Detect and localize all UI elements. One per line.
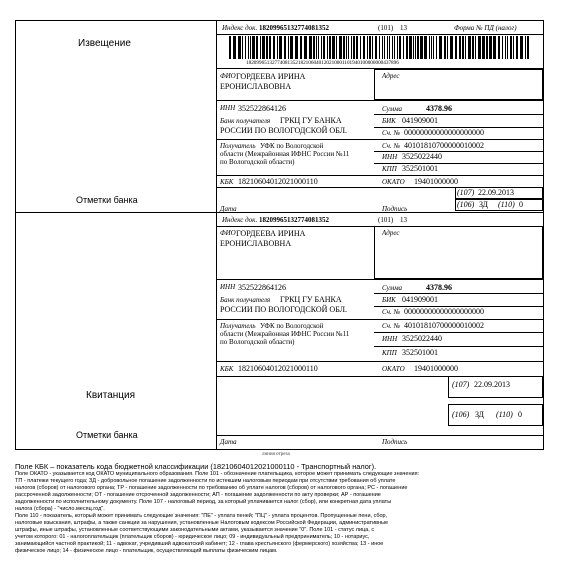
bik-label: БИК <box>382 117 396 125</box>
note-line: учетом которого: 01 - налогоплательщик (плательщик сборов) - юридическое лицо; 09 - индивидуальный предприниматель; 10 - нотариус, <box>15 534 370 540</box>
inn2-value: 3525022440 <box>402 152 442 161</box>
recipient-line2: области (Межрайонная ИФНС России №11 <box>220 150 350 158</box>
code-106-value: ЗД <box>479 200 488 209</box>
inn-value: 352522864126 <box>238 104 286 113</box>
receipt-inn2-label: ИНН <box>382 335 398 343</box>
note-line: налоговые взыскания, штрафы, а также санкции за нарушения, установленные Налоговым кодексом Российской Федерации, административные <box>15 520 389 526</box>
recipient-bank-line1: ГРКЦ ГУ БАНКА <box>280 116 342 125</box>
note-line: Поле ОКАТО - указывается код ОКАТО муниципального образования. Поле 101 - обозначение плательщика, которое может принимать следующие значения: <box>15 471 420 477</box>
kbk-value: 18210604012021000110 <box>238 177 318 186</box>
receipt-fio-line2: ЕРОНИСЛАВОВНА <box>220 239 292 248</box>
receipt-bik-label: БИК <box>382 296 396 304</box>
okato-label: ОКАТО <box>382 178 405 186</box>
kbk-label: КБК <box>220 178 234 186</box>
receipt-bank-marks: Отметки банка <box>76 430 138 440</box>
fio-line1: ГОРДЕЕВА ИРИНА <box>236 72 306 81</box>
sum-label: Сумма <box>382 105 403 113</box>
note-line: Поле 110 - показатель, который может принимать следующие значения: "ПЕ" - уплата пеней; "ПЦ" - уплата процентов. Пропущенные пени, сбор, <box>15 513 388 519</box>
receipt-inn-label: ИНН <box>220 283 236 291</box>
receipt-code-107-value: 22.09.2013 <box>474 380 510 389</box>
note-line: занимающийся частной практикой; 11 - адвокат, учредивший адвокатский кабинет; 12 - глава крестьянского (фермерского) хозяйства; 13 - иное <box>15 541 384 547</box>
barcode <box>229 36 529 59</box>
receipt-sign-label: Подпись <box>382 438 408 446</box>
receipt-inn2-value: 3525022440 <box>402 334 442 343</box>
receipt-fio-label: ФИО <box>220 229 236 237</box>
barcode-text: 18209965132774081352182106040120210001101940100000000437896 <box>246 60 399 66</box>
date-label: Дата <box>220 205 237 213</box>
receipt-inn-value: 352522864126 <box>238 283 286 292</box>
notice-title: Извещение <box>78 38 131 49</box>
code-110-label: (110) <box>498 200 515 209</box>
notes-block <box>15 462 545 555</box>
form-label: Форма № ПД (налог) <box>454 24 517 32</box>
corr-account: 00000000000000000000 <box>404 128 484 137</box>
receipt-date-label: Дата <box>220 438 237 446</box>
kpp-label: КПП <box>382 165 397 173</box>
receipt-account-label: Сч. № <box>382 322 401 330</box>
receipt-recipient-label: Получатель <box>220 322 256 330</box>
form-divider-horizontal <box>16 212 543 213</box>
bik-value: 041909001 <box>402 116 438 125</box>
note-line: физическое лицо; 14 - физическое лицо - плательщик, осуществляющий выплаты физическим лицам. <box>15 548 278 554</box>
receipt-account-value: 40101810700000010002 <box>404 321 484 330</box>
receipt-bik-value: 041909001 <box>402 295 438 304</box>
receipt-code-106-label: (106) <box>452 410 470 419</box>
receipt-kpp-value: 352501001 <box>402 348 438 357</box>
form-divider-vertical <box>216 21 217 449</box>
recipient-line3: по Вологодской области) <box>220 158 295 166</box>
recipient-label: Получатель <box>220 142 256 150</box>
receipt-code-106-value: ЗД <box>475 410 484 419</box>
receipt-fio-line1: ГОРДЕЕВА ИРИНА <box>236 229 306 238</box>
receipt-corr-label: Сч. № <box>382 308 401 316</box>
receipt-recipient-line3: по Вологодской области) <box>220 338 295 346</box>
receipt-doc-index-value: 18209965132774081352 <box>259 216 329 224</box>
fio-line2: ЕРОНИСЛАВОВНА <box>220 82 292 91</box>
receipt-code-110-label: (110) <box>496 410 513 419</box>
recipient-bank-label: Банк получателя <box>220 117 271 125</box>
note-line: штрафы, иные штрафы, установленные соответствующими законодательными актами, указывается значение "0". Поле 101 - статус лица, с <box>15 527 375 533</box>
receipt-kpp-label: КПП <box>382 349 397 357</box>
note-line: ТП - платежи текущего года; ЗД - добровольное погашение задолженности по истекшим налоговым периодам при отсутствии требования об уплате <box>15 478 396 484</box>
notice-bank-marks: Отметки банка <box>76 195 138 205</box>
doc-index-label: Индекс док. <box>222 24 258 32</box>
receipt-kbk-label: КБК <box>220 365 234 373</box>
receipt-code-101-value: 13 <box>400 216 407 224</box>
receipt-recipient-line2: области (Межрайонная ИФНС России №11 <box>220 330 350 338</box>
receipt-okato-value: 19401000000 <box>414 364 458 373</box>
code-110-value: 0 <box>519 200 523 209</box>
payment-form <box>15 20 544 450</box>
receipt-title: Квитанция <box>86 390 136 401</box>
recipient-bank-line2: РОССИИ ПО ВОЛОГОДСКОЙ ОБЛ. <box>220 126 348 135</box>
okato-value: 19401000000 <box>414 177 458 186</box>
code-101-value: 13 <box>400 24 407 32</box>
sign-label: Подпись <box>382 205 408 213</box>
note-line: налогов (сборов) от налогового органа; ТР - погашение задолженности по требованию об уплате налогов (сборов) от налогового органа; РС - погашение <box>15 485 408 491</box>
doc-index-value: 18209965132774081352 <box>259 24 329 32</box>
receipt-doc-index-label: Индекс док. <box>222 216 258 224</box>
receipt-code-110-value: 0 <box>518 410 522 419</box>
receipt-sum-value: 4378.96 <box>426 283 452 292</box>
inn2-label: ИНН <box>382 153 398 161</box>
inn-label: ИНН <box>220 104 236 112</box>
receipt-code-107-label: (107) <box>452 380 470 389</box>
code-106-label: (106) <box>457 200 475 209</box>
receipt-code-101-label: (101) <box>378 216 394 224</box>
receipt-bank-label: Банк получателя <box>220 296 271 304</box>
note-line: задолженности по исполнительному документу. Поле 107 - налоговый период, за который уплачивается налог (сбор), или конкретная дата уплаты <box>15 499 392 505</box>
receipt-corr-account: 00000000000000000000 <box>404 307 484 316</box>
notes-headline: Поле КБК – показатель кода бюджетной классификации (18210604012021000110 - Транспортный налог). <box>15 462 377 471</box>
account-value: 40101810700000010002 <box>404 141 484 150</box>
corr-label: Сч. № <box>382 129 401 137</box>
receipt-kbk-value: 18210604012021000110 <box>238 364 318 373</box>
fio-label: ФИО <box>220 72 236 80</box>
receipt-bank-line1: ГРКЦ ГУ БАНКА <box>280 295 342 304</box>
receipt-recipient-line1: УФК по Вологодской <box>260 322 324 330</box>
cut-line-label: линия отреза <box>262 452 290 457</box>
recipient-line1: УФК по Вологодской <box>260 142 324 150</box>
receipt-okato-label: ОКАТО <box>382 365 405 373</box>
code-101-label: (101) <box>378 24 394 32</box>
code-107-value: 22.09.2013 <box>478 188 514 197</box>
address-label: Адрес <box>382 72 400 80</box>
receipt-address-label: Адрес <box>382 229 400 237</box>
code-107-label: (107) <box>457 188 475 197</box>
receipt-bank-line2: РОССИИ ПО ВОЛОГОДСКОЙ ОБЛ. <box>220 305 348 314</box>
kpp-value: 352501001 <box>402 164 438 173</box>
receipt-sum-label: Сумма <box>382 284 403 292</box>
note-line: налога (сбора) - "число.месяц.год". <box>15 506 105 512</box>
account-label: Сч. № <box>382 142 401 150</box>
sum-value: 4378.96 <box>426 104 452 113</box>
note-line: рассроченной задолженности; ОТ - погашение отсроченной задолженности; АП - погашение задолженности по акту проверки; АР - погашение <box>15 492 381 498</box>
